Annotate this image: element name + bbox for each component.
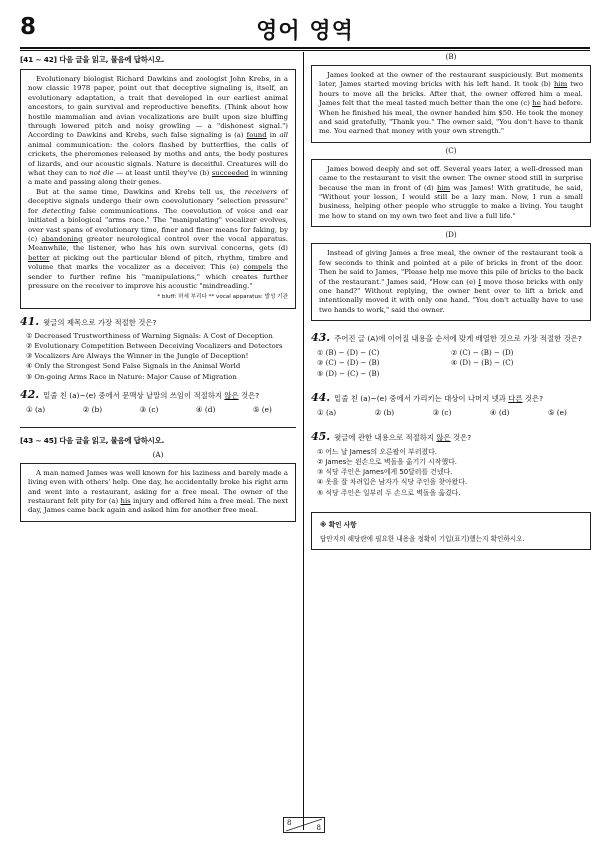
- question-45-stem: [311, 429, 591, 443]
- underlined-word-a: his: [120, 496, 131, 505]
- question-44-options: [311, 404, 591, 418]
- question-number: 45.: [311, 429, 331, 443]
- text-run: at picking out the particular blend of pitch, rhythm, timbre and volume that marks the vocalizer as a deceiver. This (e): [28, 253, 288, 272]
- instruction-41-42: [41 ~ 42] 다음 글을 읽고, 물음에 답하시오.: [20, 55, 165, 64]
- text-run: A man named James was well known for his laziness and barely made a living even with others' help. One day, he accidentally broke his right arm and went into a restaurant, asking for a free meal. The owner of the restaurant felt pity for (a): [28, 468, 288, 505]
- option-2[interactable]: ② (b): [82, 404, 103, 414]
- question-41-options: [20, 331, 296, 382]
- question-text: 것은?: [450, 432, 472, 442]
- passage-c: [311, 159, 591, 227]
- question-emphasis: 다른: [508, 393, 523, 403]
- passage-d-text: [319, 249, 583, 315]
- option-3[interactable]: ③ 식당 주인은 James에게 50달러를 건넸다.: [317, 468, 453, 477]
- question-number: 42.: [20, 387, 40, 401]
- option-5[interactable]: ⑤ On-going Arms Race in Nature: Major Cause of Migration: [26, 372, 237, 381]
- question-text: 밑줄 친 (a)~(e) 중에서 가리키는 대상이 나머지 넷과: [334, 393, 509, 403]
- text-run: greater neurological control over the vocal apparatus. Meanwhile, the listener, who has his own survival concerns, gets (d): [28, 234, 288, 253]
- text-run: move those bricks with only one hand?" Without replying, the owner bent over to lift a brick and intentionally moved it with only one hand. "You don't actually have to use two hands to work," said the owner.: [319, 277, 583, 314]
- text-run: James looked at the owner of the restaurant suspiciously. But moments later, James started moving bricks with his left hand. It took (b): [319, 71, 583, 89]
- option-2[interactable]: ② Evolutionary Competition Between Deceiving Vocalizers and Detectors: [26, 341, 283, 350]
- note-title: ※ 확인 사항: [320, 520, 357, 529]
- passage-d: [311, 243, 591, 321]
- italic-word: not die: [89, 169, 114, 178]
- header-rule: [20, 47, 590, 49]
- option-4[interactable]: ④ 옷을 잘 차려입은 남자가 식당 주인을 찾아왔다.: [317, 478, 468, 487]
- question-44: [311, 390, 591, 418]
- option-1[interactable]: ① (a): [317, 407, 337, 417]
- underlined-word-c: he: [532, 99, 541, 108]
- confirmation-note: [311, 512, 591, 550]
- question-text: 주어진 글 (A)에 이어질 내용을 순서에 맞게 배열한 것으로 가장 적절한 것은?: [334, 334, 582, 344]
- footnote: * bluff: 허세 부리다 ** vocal apparatus: 발성 기관: [157, 294, 288, 301]
- header-rule-thin: [20, 50, 590, 51]
- text-run: injury and offered him a free meal. The next day, James came back again and asked him for another free meal.: [28, 496, 288, 515]
- question-43: [311, 333, 591, 379]
- option-5[interactable]: ⑤ (e): [547, 407, 567, 417]
- option-3[interactable]: ③ (c): [432, 407, 452, 417]
- option-4[interactable]: ④ (d): [489, 407, 510, 417]
- italic-word: detecting: [42, 206, 76, 215]
- text-run: in winning a mate and passing along their genes.: [28, 169, 288, 187]
- text-run: had before. When he finished his meal, the owner handed him $50. He took the money and said gratefully, "Thank you." The owner said, "You don't have to thank me. You earned that money with your own strength.": [319, 99, 583, 136]
- option-2[interactable]: ② (C) − (B) − (D): [451, 348, 514, 358]
- option-1[interactable]: ① (B) − (D) − (C): [317, 348, 380, 358]
- underlined-word-e: I: [478, 277, 482, 286]
- passage-c-text: [319, 165, 583, 221]
- passage-deception: [20, 69, 296, 309]
- note-text: 답안지의 해당란에 필요한 내용을 정확히 기입(표기)했는지 확인하시오.: [320, 534, 525, 543]
- text-run: But at the same time, Dawkins and Krebs tell us, the: [36, 187, 245, 196]
- text-run: Instead of giving James a free meal, the owner of the restaurant took a few seconds to think and pointed at a pile of bricks in front of the door. Then he said to James, "Please help me move this pile of bricks to the back of the restaurant." James said, "How can (e): [319, 249, 583, 286]
- passage-b: [311, 65, 591, 143]
- text-run: James bowed deeply and set off. Several years later, a well-dressed man came to the restaurant to visit the owner. The owner stood still in surprise because the man in front of (d): [319, 164, 583, 192]
- question-43-options: [311, 344, 591, 379]
- passage-a: [20, 463, 296, 522]
- question-number: 41.: [20, 314, 40, 328]
- underlined-word-a: found: [246, 131, 267, 140]
- passage-a-text: [28, 469, 288, 516]
- italic-word: receivers: [244, 187, 278, 196]
- footer-total-pages: 8: [316, 824, 321, 832]
- passage-c-label: (C): [445, 145, 457, 155]
- option-5[interactable]: ⑤ (e): [252, 404, 272, 414]
- question-42-stem: [20, 387, 296, 401]
- passage-a-label: (A): [152, 449, 164, 459]
- question-emphasis: 않은: [224, 390, 239, 400]
- instruction-43-45: [43 ~ 45] 다음 글을 읽고, 물음에 답하시오.: [20, 435, 165, 445]
- underlined-word-b: succeeded: [211, 169, 249, 178]
- text-run: two hours to move all the bricks. After that, the owner offered him a meal. James felt that the meal tasted much better than the one (c): [319, 80, 584, 108]
- question-emphasis: 않은: [436, 432, 451, 442]
- question-number: 44.: [311, 390, 331, 404]
- passage-b-text: [319, 71, 583, 137]
- italic-word: all: [279, 131, 288, 140]
- question-text: 윗글의 제목으로 가장 적절한 것은?: [43, 317, 157, 327]
- text-run: was James! With gratitude, he said, "Without your lesson, I would still be a lazy man. Now, I run a small business, helping other people who struggle to make a living. You taught me how to stand on my own two feet and live a full life.": [319, 183, 583, 220]
- question-45-options: [311, 447, 591, 498]
- passage-paragraph-2: [28, 188, 288, 291]
- question-text: 것은?: [238, 390, 260, 400]
- text-run: — at least until they've (b): [113, 169, 212, 178]
- question-number: 43.: [311, 331, 331, 345]
- text-run: of deceptive signals undergo their own coevolutionary "selection pressure" for: [28, 187, 288, 215]
- text-run: in: [266, 131, 280, 140]
- question-text: 밑줄 친 (a)~(e) 중에서 문맥상 낱말의 쓰임이 적절하지: [43, 390, 225, 400]
- subject-title: 영어 영역: [256, 19, 354, 44]
- underlined-word-c: abandoning: [41, 234, 83, 243]
- text-run: Evolutionary biologist Richard Dawkins and zoologist John Krebs, in a now classic 1978 paper, point out that deceptive signaling is, itself, an evolutionary adaptation, a trait that developed in our earliest animal ancestors, to gain survival and reproductive benefits. (Think about how hostile mammalian and avian vocalizations are built upon size bluffing through lowered pitch and noisy growling — a "dishonest signal.") According to Dawkins and Krebs, such false signaling is (a): [28, 75, 288, 140]
- underlined-word-d: him: [436, 183, 451, 192]
- option-5[interactable]: ⑤ (D) − (C) − (B): [317, 368, 380, 378]
- option-5[interactable]: ⑤ 식당 주인은 일부러 두 손으로 벽돌을 옮겼다.: [317, 488, 461, 497]
- text-run: false communications. The coevolution of voice and ear initiated a biological "arms race." The "manipulating" vocalizer evolves, over vast spans of evolutionary time, finer and finer means for faking, by (c): [28, 206, 289, 243]
- page-footer: [283, 817, 325, 833]
- footer-current-page: 8: [287, 819, 292, 827]
- question-45: [311, 429, 591, 498]
- question-text: 것은?: [522, 393, 544, 403]
- underlined-word-d: better: [28, 253, 50, 262]
- question-42: [20, 387, 296, 415]
- text-run: animal communication: the colors flashed by butterflies, the calls of crickets, the pheromones released by moths and ants, the body postures of lizards, and our acoustic signals. Nature is deceitful. Creatures will do what they can to: [28, 140, 288, 178]
- question-41: [20, 314, 296, 382]
- page-number: 8: [20, 14, 37, 40]
- underlined-word-e: compels: [243, 263, 273, 272]
- option-4[interactable]: ④ Only the Strongest Send False Signals in the Animal World: [26, 362, 241, 371]
- text-run: the sender to further refine his "manipulations," which creates further pressure on the receiver to improve his acoustic "mindreading.": [28, 263, 288, 290]
- option-4[interactable]: ④ (D) − (B) − (C): [451, 358, 514, 368]
- option-2[interactable]: ② (b): [374, 407, 395, 417]
- page-header: [20, 14, 590, 46]
- question-43-stem: [311, 333, 591, 344]
- question-41-stem: [20, 314, 296, 328]
- left-column: [20, 52, 296, 522]
- option-1[interactable]: ① Decreased Trustworthiness of Warning Signals: A Cost of Deception: [26, 331, 273, 340]
- column-divider: [303, 52, 304, 830]
- section-divider: [20, 427, 296, 446]
- option-4[interactable]: ④ (d): [195, 404, 216, 414]
- question-42-options: [20, 401, 296, 415]
- option-3[interactable]: ③ Vocalizers Are Always the Winner in the Jungle of Deception!: [26, 352, 249, 361]
- option-1[interactable]: ① 어느 날 James의 오른팔이 부러졌다.: [317, 447, 437, 456]
- question-text: 윗글에 관한 내용으로 적절하지: [334, 432, 437, 442]
- passage-d-label: (D): [445, 230, 457, 240]
- option-1[interactable]: ① (a): [26, 404, 46, 414]
- right-column: [311, 52, 591, 550]
- option-3[interactable]: ③ (c): [139, 404, 159, 414]
- underlined-word-b: him: [553, 80, 568, 89]
- option-2[interactable]: ② James는 왼손으로 벽돌을 옮기기 시작했다.: [317, 457, 457, 466]
- option-3[interactable]: ③ (C) − (D) − (B): [317, 358, 380, 368]
- passage-paragraph-1: [28, 75, 288, 188]
- question-44-stem: [311, 390, 591, 404]
- passage-b-label: (B): [445, 52, 457, 61]
